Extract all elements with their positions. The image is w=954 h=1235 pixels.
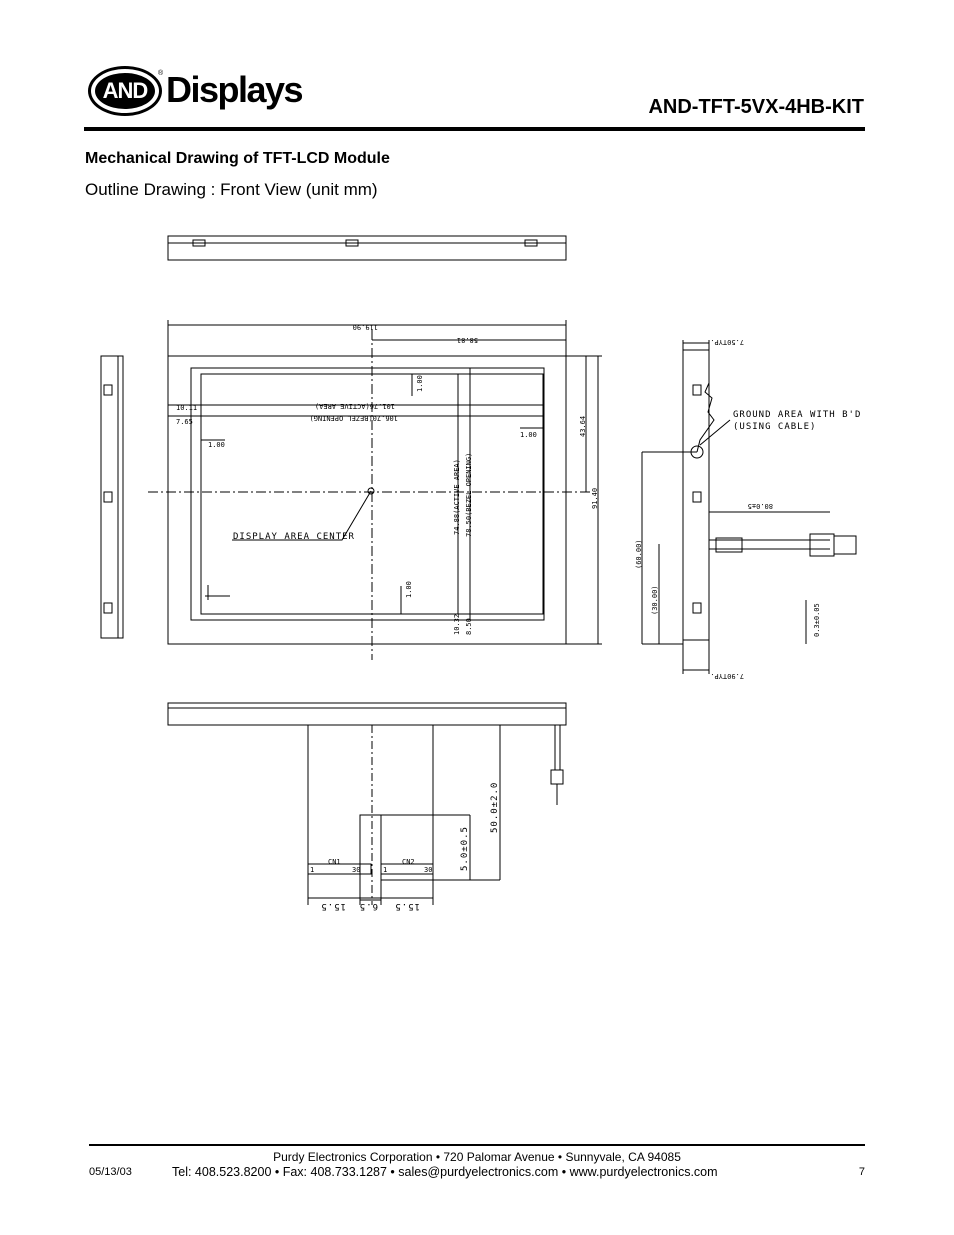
dim-cable-len: 80.0±5 bbox=[747, 502, 773, 510]
registered-mark: ® bbox=[158, 70, 164, 77]
right-side-view bbox=[683, 350, 709, 640]
dim-overall-height: 91.40 bbox=[591, 487, 599, 509]
cn2-pin1: 1 bbox=[383, 866, 388, 874]
section-title: Mechanical Drawing of TFT-LCD Module bbox=[85, 150, 390, 167]
bottom-dim-3: 15.5 bbox=[394, 901, 420, 911]
dim-30: (30.00) bbox=[651, 585, 659, 615]
cn1-label: CN1 bbox=[328, 858, 341, 866]
cn1-pin1: 1 bbox=[310, 866, 315, 874]
dim-overall-width: 119.90 bbox=[352, 323, 378, 331]
dim-bottom-offset-2: 8.50 bbox=[465, 618, 473, 635]
bottom-dim-2: 6.5 bbox=[358, 901, 378, 911]
dim-offset-c: 1.00 bbox=[416, 375, 424, 392]
logo-badge-text: AND bbox=[95, 73, 155, 109]
dim-side: 0.3±0.05 bbox=[813, 603, 821, 637]
page-number: 7 bbox=[858, 1166, 865, 1178]
dim-active-area-v: 74.88(ACTIVE AREA) bbox=[453, 459, 461, 535]
dim-bottom-offset-1: 10.32 bbox=[453, 613, 461, 635]
dim-conn-height: 5.0±0.5 bbox=[460, 826, 470, 871]
ground-area-sublabel: (USING CABLE) bbox=[733, 422, 817, 432]
dim-right: 43.64 bbox=[579, 415, 587, 437]
drawing-subtitle: Outline Drawing : Front View (unit mm) bbox=[85, 180, 378, 199]
dim-left-offset-2: 7.65 bbox=[176, 418, 193, 426]
dim-active-area-h: 101.76(ACTIVE AREA) bbox=[314, 402, 395, 410]
footer-company-address: Purdy Electronics Corporation • 720 Palomar Avenue • Sunnyvale, CA 94085 bbox=[273, 1150, 681, 1164]
cn2-pin30: 30 bbox=[424, 866, 433, 874]
dim-half-width: 58.81 bbox=[456, 336, 478, 344]
logo-wordmark: Displays bbox=[166, 69, 303, 110]
cn1-pin30: 30 bbox=[352, 866, 361, 874]
dim-cable-length-total: 50.0±2.0 bbox=[490, 781, 500, 833]
top-view-outline bbox=[168, 236, 566, 260]
module-outline bbox=[168, 356, 566, 644]
fpc-tail bbox=[360, 815, 381, 900]
dim-offset-a: 1.00 bbox=[208, 441, 225, 449]
dim-typ-top: 7.50TYP. bbox=[710, 338, 744, 346]
footer-contact: Tel: 408.523.8200 • Fax: 408.733.1287 • sales@purdyelectronics.com • www.purdyelectronics.com bbox=[172, 1165, 718, 1179]
cn2-label: CN2 bbox=[402, 858, 415, 866]
footer-rule bbox=[89, 1144, 865, 1146]
footer-date: 05/13/03 bbox=[89, 1166, 132, 1178]
dim-offset-b: 1.00 bbox=[520, 431, 537, 439]
dim-typ-bottom: 7.90TYP. bbox=[710, 672, 744, 680]
bottom-view-outline bbox=[168, 703, 566, 725]
dim-60: (60.00) bbox=[635, 539, 643, 569]
dim-offset-d: 1.00 bbox=[405, 581, 413, 598]
document-code: AND-TFT-5VX-4HB-KIT bbox=[648, 96, 864, 118]
bottom-dim-1: 15.5 bbox=[320, 901, 346, 911]
dim-bezel-opening-v: 78.50(BEZEL OPENING) bbox=[465, 452, 473, 537]
dim-bezel-opening-h: 106.70(BEZEL OPENING) bbox=[309, 414, 398, 422]
dim-left-offset-1: 10.11 bbox=[176, 404, 198, 412]
display-center-label: DISPLAY AREA CENTER bbox=[233, 532, 355, 542]
ground-area-label: GROUND AREA WITH B'D bbox=[733, 410, 862, 420]
